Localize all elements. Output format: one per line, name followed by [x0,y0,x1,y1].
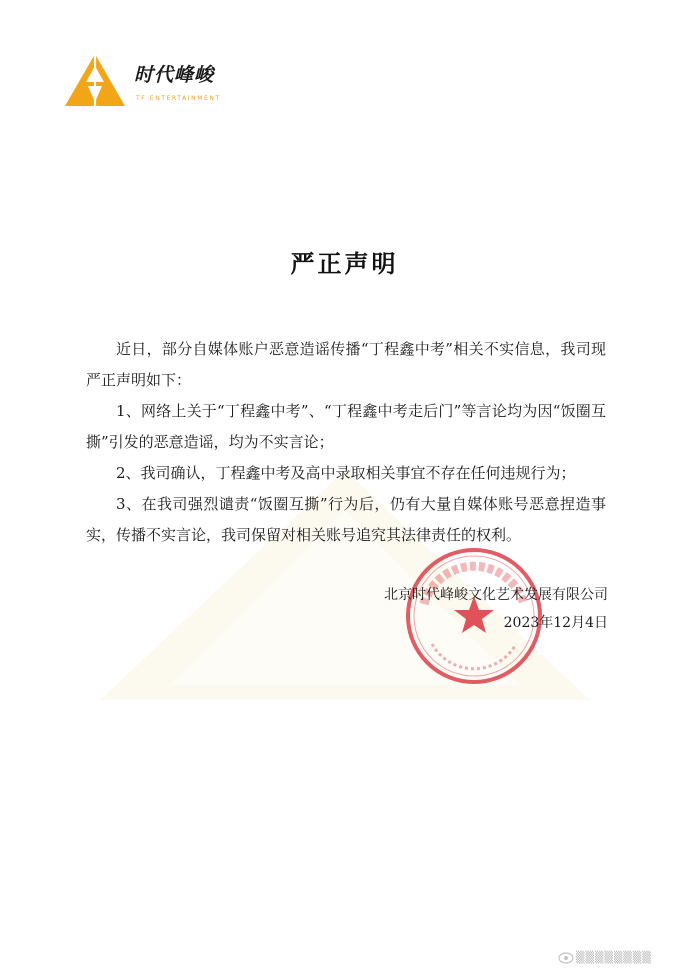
paragraph-point-3: 3、在我司强烈谴责“饭圈互撕”行为后，仍有大量自媒体账号恶意捏造事实，传播不实言论，我司保留对相关账号追究其法律责任的权利。 [86,495,606,544]
statement-body [86,334,606,551]
source-watermark [558,951,680,965]
paragraph-point-2: 2、我司确认，丁程鑫中考及高中录取相关事宜不存在任何违规行为； [116,464,576,482]
company-logo [64,52,234,112]
logo-subtitle: TF ENTERTAINMENT [136,95,221,102]
document-title: 严正声明 [290,250,399,278]
paragraph-point-1: 1、网络上关于“丁程鑫中考”、“丁程鑫中考走后门”等言论均为因“饭圈互撕”引发的恶意造谣，均为不实言论； [86,402,606,451]
signature-company: 北京时代峰峻文化艺术发展有限公司 [384,587,608,603]
signature-date: 2023年12月4日 [503,615,608,631]
logo-triangle-icon [64,52,126,108]
weibo-eye-icon [558,952,574,964]
logo-name: 时代峰峻 [134,64,215,86]
paragraph-intro: 近日，部分自媒体账户恶意造谣传播“丁程鑫中考”相关不实信息，我司现严正声明如下： [86,340,606,389]
blurred-watermark-text: ▒▒▒▒▒▒▒▒ [576,951,652,964]
